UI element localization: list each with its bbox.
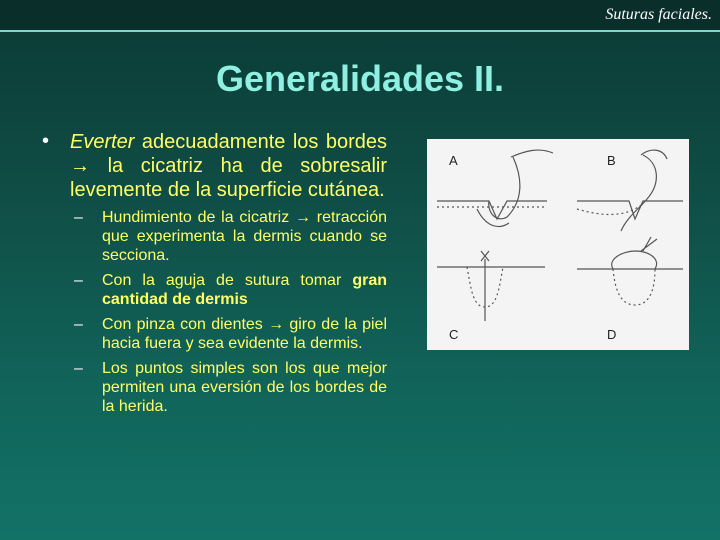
- sub-bullet-list: [42, 208, 387, 416]
- sub-bullet: [74, 271, 387, 309]
- sub-bullet: [74, 208, 387, 265]
- header-bar: [0, 0, 720, 32]
- figure-label-c: C: [449, 327, 459, 342]
- panel-b-drawing: [577, 150, 683, 231]
- sub-bullet-text: Con pinza con dientes → giro de la piel hacia fuera y sea evidente la dermis.: [102, 316, 387, 352]
- panel-d-drawing: [577, 237, 683, 305]
- figure-label-d: D: [607, 327, 617, 342]
- sub-bullet-text: Los puntos simples son los que mejor permiten una eversión de los bordes de la herida.: [102, 360, 387, 415]
- sub-bullet-text: Hundimiento de la cicatriz → retracción que experimenta la dermis cuando se secciona.: [102, 209, 387, 264]
- dash-icon: –: [74, 272, 83, 289]
- suture-illustration: [427, 139, 689, 350]
- panel-c-drawing: [437, 251, 545, 321]
- sub-bullet: [74, 315, 387, 353]
- main-bullet-italic: Everter: [70, 131, 135, 153]
- header-text: Suturas faciales.: [605, 6, 712, 23]
- figure-label-b: B: [607, 153, 616, 168]
- dash-icon: –: [74, 209, 83, 226]
- dash-icon: –: [74, 316, 83, 333]
- panel-a-drawing: [437, 150, 553, 226]
- suture-drawing: [427, 139, 689, 350]
- dash-icon: –: [74, 360, 83, 377]
- slide-content: [42, 130, 387, 422]
- slide-title: Generalidades II.: [215, 58, 505, 99]
- main-bullet-body: adecuadamente los bordes → la cicatriz ha de sobresalir levemente de la superficie cutánea.: [70, 131, 387, 201]
- main-bullet-text: [70, 130, 387, 202]
- sub-bullet-bold-text: gran cantidad de dermis: [102, 272, 387, 308]
- figure-label-a: A: [449, 153, 458, 168]
- sub-bullet: [74, 359, 387, 416]
- main-bullet: [42, 130, 387, 202]
- sub-bullet-text: Con la aguja de sutura tomar: [102, 272, 353, 289]
- bullet-dot-icon: •: [42, 130, 50, 152]
